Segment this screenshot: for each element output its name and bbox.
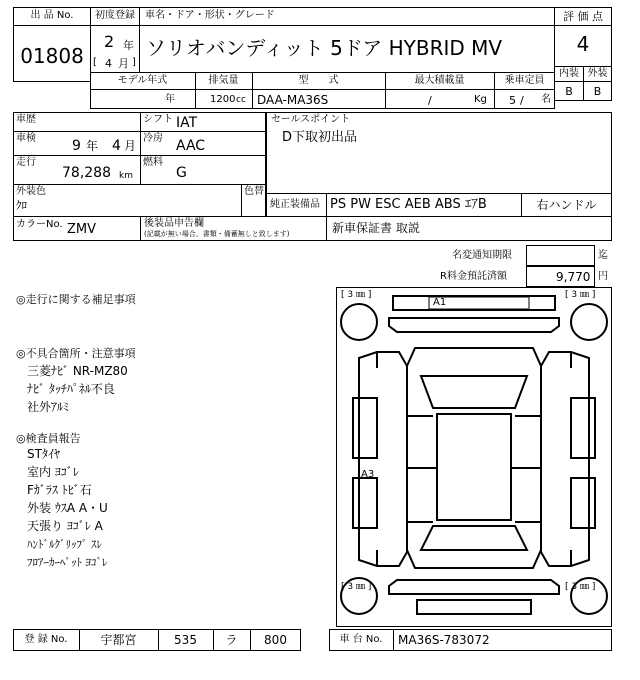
- recycle-unit: 円: [598, 271, 608, 282]
- aftermarket-note: (記載が無い場合、書類・備蓄無しと致します): [144, 230, 290, 238]
- sales-point-label: セールスポイント: [271, 114, 351, 125]
- model-type: DAA-MA36S: [257, 93, 329, 107]
- inspector-item: ﾊﾝﾄﾞﾙｸﾞﾘｯﾌﾟ ｽﾚ: [27, 538, 102, 551]
- lot-number: 01808: [20, 44, 84, 68]
- capacity-value: 5: [509, 94, 516, 107]
- interior-grade: B: [565, 85, 573, 98]
- registration-year: 2: [104, 32, 115, 51]
- mileage-value: 78,288: [62, 165, 111, 181]
- inspector-item: STﾀｲﾔ: [27, 447, 60, 461]
- history-label: 車歴: [16, 114, 36, 125]
- plate-label: 登 録 No.: [24, 634, 68, 645]
- inspector-item: ﾌﾛｱｰｶｰﾍﾟｯﾄ ﾖｺﾞﾚ: [27, 556, 108, 569]
- lot-label: 出 品 No.: [30, 10, 74, 21]
- inspection-month-unit: 月: [124, 139, 137, 153]
- tread-depth-rear-left: [ 3 ㎜ ]: [341, 582, 372, 592]
- mileage-unit: km: [119, 171, 133, 181]
- ac-label: 冷房: [143, 133, 163, 144]
- equipment-value: PS PW ESC AEB ABS ｴｱB: [330, 197, 487, 212]
- plate-number: 800: [264, 633, 287, 647]
- registration-month-bracket-open: [: [93, 57, 97, 68]
- plate-class: 535: [174, 633, 197, 647]
- capacity-label: 乗車定員: [504, 75, 545, 86]
- car-name-header: 車名・ドア・形状・グレード: [145, 10, 275, 21]
- inspection-year-unit: 年: [86, 139, 99, 153]
- registration-month-bracket-close: ]: [132, 57, 136, 68]
- inspector-item: 室内 ﾖｺﾞﾚ: [27, 465, 79, 479]
- defect-notes-header: ◎不具合箇所・注意事項: [16, 347, 136, 360]
- registration-month: 4: [105, 57, 112, 70]
- color-label: 外装色: [16, 186, 46, 197]
- grade-label: 評 価 点: [563, 10, 603, 23]
- plate-kana: ラ: [225, 633, 238, 647]
- registration-month-unit: 月: [118, 57, 129, 70]
- shift-label: シフト: [143, 114, 173, 125]
- exterior-grade: B: [593, 85, 602, 98]
- shift-value: IAT: [176, 115, 198, 131]
- plate-area: 宇都宮: [100, 633, 137, 647]
- registration-year-unit: 年: [123, 39, 134, 52]
- capacity-unit: 名: [541, 94, 551, 105]
- color-number-value: ZMV: [67, 222, 97, 237]
- aftermarket-label: 後装品申告欄: [144, 218, 204, 229]
- name-change-label: 名変通知期限: [452, 250, 512, 261]
- chassis-label: 車 台 No.: [339, 634, 383, 645]
- damage-mark-front-bumper: A1: [433, 297, 447, 308]
- fuel-label: 燃料: [143, 157, 163, 168]
- model-year-unit: 年: [165, 94, 175, 105]
- inspector-item: 外装 ｳｽA A・U: [27, 501, 108, 515]
- car-name: ソリオバンディット 5ドア HYBRID MV: [146, 36, 503, 60]
- aftermarket-value: 新車保証書 取説: [332, 221, 420, 235]
- defect-item: 三菱ﾅﾋﾞ NR-MZ80: [27, 364, 128, 378]
- equipment-label: 純正装備品: [270, 199, 320, 210]
- recycle-label: R料金預託済額: [440, 271, 507, 282]
- inspection-year: 9: [72, 138, 81, 154]
- ac-value: AAC: [176, 138, 206, 154]
- displacement-label: 排気量: [208, 75, 239, 86]
- defect-item: 社外ｱﾙﾐ: [27, 400, 70, 414]
- fuel-value: G: [176, 165, 187, 181]
- tread-depth-front-right: [ 3 ㎜ ]: [565, 290, 596, 300]
- tread-depth-front-left: [ 3 ㎜ ]: [341, 290, 372, 300]
- chassis-number: MA36S-783072: [398, 633, 490, 647]
- car-outline-drawing: [337, 288, 611, 626]
- defect-item: ﾅﾋﾞ ﾀｯﾁﾊﾟﾈﾙ不良: [27, 382, 115, 396]
- inspector-item: Fｶﾞﾗｽ ﾄﾋﾞ石: [27, 483, 92, 497]
- exterior-label: 外装: [587, 68, 608, 79]
- driving-notes-header: ◎走行に関する補足事項: [16, 293, 136, 306]
- model-year-label: モデル年式: [117, 75, 168, 86]
- recycle-value: 9,770: [556, 270, 591, 284]
- damage-diagram: [336, 287, 612, 627]
- steering-side: 右ハンドル: [536, 198, 597, 212]
- inspection-label: 車検: [16, 133, 36, 144]
- inspector-item: 天張り ﾖｺﾞﾚ A: [27, 519, 103, 533]
- color-value: ｸﾛ: [16, 199, 27, 212]
- inspection-month: 4: [112, 138, 121, 154]
- load-unit: Kg: [474, 94, 487, 105]
- damage-mark-left-side: A3: [361, 469, 375, 480]
- specs-divider: [90, 89, 555, 90]
- interior-label: 内装: [559, 68, 579, 79]
- registration-label: 初度登録: [95, 10, 135, 21]
- color-change-label: 色替: [244, 186, 264, 197]
- load-label: 最大積載量: [414, 75, 465, 86]
- capacity-slash: /: [520, 94, 524, 107]
- name-change-unit: 迄: [598, 250, 608, 261]
- load-slash: /: [428, 94, 432, 107]
- color-number-label: カラーNo.: [16, 219, 63, 230]
- tread-depth-rear-right: [ 3 ㎜ ]: [565, 582, 596, 592]
- name-change-box: [526, 245, 595, 266]
- grade-score: 4: [576, 32, 590, 56]
- sales-point-text: D下取初出品: [282, 130, 358, 145]
- color-row: [13, 184, 266, 217]
- mileage-label: 走行: [16, 157, 36, 168]
- inspector-notes-header: ◎検査員報告: [16, 432, 81, 445]
- displacement-value: 1200: [210, 94, 236, 105]
- type-label: 型 式: [298, 75, 339, 86]
- displacement-unit: cc: [236, 95, 246, 105]
